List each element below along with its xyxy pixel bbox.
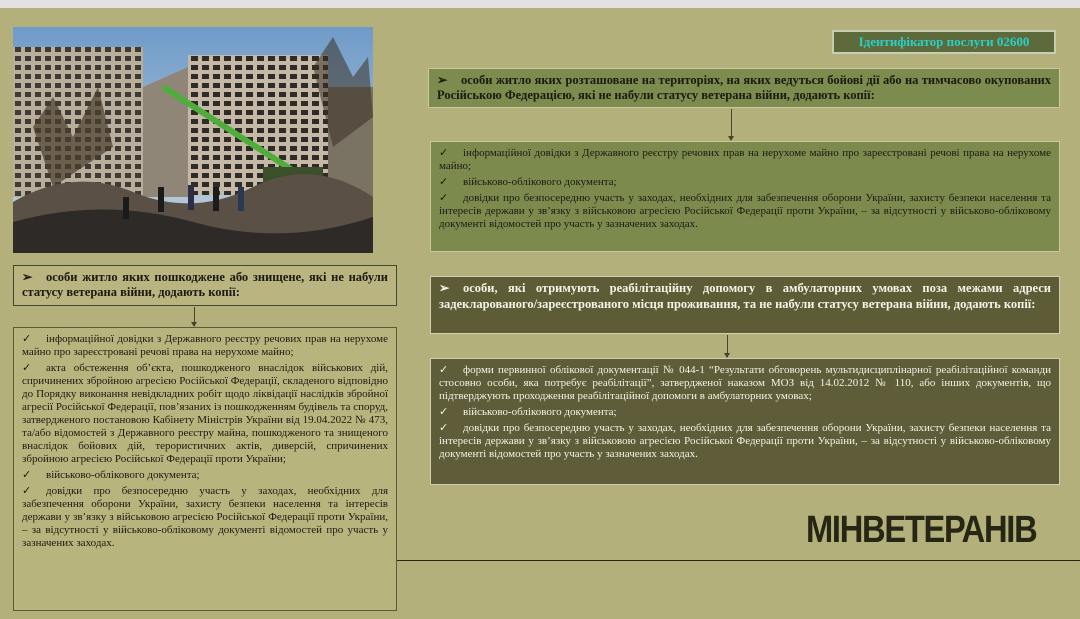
right-top-header-text: особи житло яких розташоване на територіях, на яких ведуться бойові дії або на тимчасово окупованих Російською Федерацією, які не набули статусу ветерана війни, додають копії:: [437, 73, 1051, 102]
list-item: ✓ інформаційної довідки з Державного реєстру речових прав на нерухоме майно про зареєстровані речові права на нерухоме майно;: [439, 147, 1051, 172]
left-document-list: [13, 327, 397, 611]
connector-arrow-right-top: [731, 109, 732, 140]
top-bar: [0, 0, 1080, 8]
check-icon: ✓: [439, 176, 449, 188]
check-icon: ✓: [439, 192, 449, 204]
list-item: ✓ довідки про безпосередню участь у заходах, необхідних для забезпечення оборони України, захисту безпеки населення та інтересів держави у зв’язку з військовою агресією Російської Федерації проти України, – за відсутності у військово-обліковому документі відомостей про участь у зазначених заходах.: [439, 192, 1051, 230]
right-bottom-category-header: [430, 276, 1060, 334]
list-item: ✓ довідки про безпосередню участь у заходах, необхідних для забезпечення оборони України, захисту безпеки населення та інтересів держави у зв’язку з військовою агресією Російської Федерації проти України, – за відсутності у військово-обліковому документі відомостей про участь у зазначених заходах.: [439, 422, 1051, 460]
check-icon: ✓: [439, 422, 449, 434]
list-item: ✓ інформаційної довідки з Державного реєстру речових прав на нерухоме майно про зареєстровані речові права на нерухоме майно;: [22, 333, 388, 358]
list-item: ✓ форми первинної облікової документації № 044-1 “Результати обговорень мультидисциплінарної реабілітаційної команди стосовно особи, яка потребує реабілітації”, затвердженої наказом МОЗ від 14.02.2012 № 110, або інших документів, що підтверджують проходження реабілітаційної допомоги в амбулаторних умовах;: [439, 364, 1051, 402]
arrow-bullet-icon: ➢: [22, 270, 33, 284]
check-icon: ✓: [22, 469, 32, 481]
list-item: ✓ військово-облікового документа;: [22, 469, 200, 481]
check-icon: ✓: [22, 333, 32, 345]
check-icon: ✓: [22, 362, 32, 374]
right-bottom-header-text: особи, які отримують реабілітаційну допомогу в амбулаторних умовах поза межами адреси задекларованого/зареєстрованого місця проживання, та не набули статусу ветерана війни, додають копії:: [439, 281, 1051, 311]
arrow-bullet-icon: ➢: [439, 281, 450, 295]
right-top-category-header: [428, 68, 1060, 108]
list-item: ✓ довідки про безпосередню участь у заходах, необхідних для забезпечення оборони України, захисту безпеки населення та інтересів держави у зв’язку з військовою агресією Російської Федерації проти України, – за відсутності у військово-обліковому документі відомостей про участь у зазначених заходах.: [22, 485, 388, 549]
left-header-text: особи житло яких пошкоджене або знищене, які не набули статусу ветерана війни, додають копії:: [22, 270, 388, 299]
divider-line: [397, 560, 1080, 561]
right-bottom-document-list: [430, 358, 1060, 485]
check-icon: ✓: [22, 485, 32, 497]
damaged-building-photo: [13, 27, 373, 253]
service-id-badge: Ідентифікатор послуги 02600: [832, 30, 1056, 54]
right-top-document-list: [430, 141, 1060, 252]
connector-arrow-left: [194, 307, 195, 326]
connector-arrow-right-bottom: [727, 335, 728, 357]
arrow-bullet-icon: ➢: [437, 73, 448, 87]
check-icon: ✓: [439, 147, 449, 159]
ministry-logo: [800, 508, 1062, 552]
left-category-header: [13, 265, 397, 306]
list-item: ✓ акта обстеження об’єкта, пошкодженого внаслідок військових дій, спричинених збройною агресією Російської Федерації, складеного відповідно до Порядку виконання невідкладних робіт щодо ліквідації наслідків збройної агресії Російської Федерації, пов’язаних із пошкодженням будівель та споруд, затвердженого постановою Кабінету Міністрів України від 19.04.2022 № 473, та/або відомостей з Державного реєстру майна, пошкодженого та знищеного внаслідок бойових дій, терористичних актів, диверсій, спричинених збройною агресією Російської Федерації проти України;: [22, 362, 388, 465]
check-icon: ✓: [439, 406, 449, 418]
check-icon: ✓: [439, 364, 449, 376]
list-item: ✓ військово-облікового документа;: [439, 406, 617, 418]
logo-text: МІНВЕТЕРАНІВ: [806, 508, 1037, 551]
list-item: ✓ військово-облікового документа;: [439, 176, 617, 188]
